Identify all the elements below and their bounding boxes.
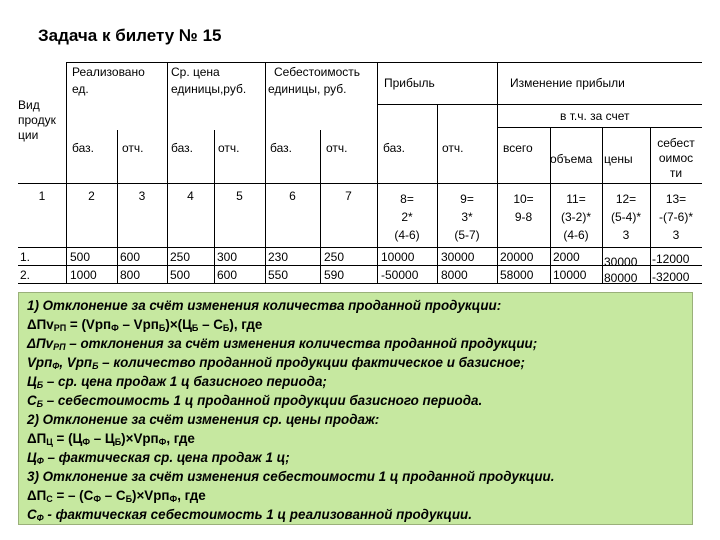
header-profit: Прибыль <box>384 76 435 90</box>
note-line: 1) Отклонение за счёт изменения количества проданной продукции: <box>27 298 502 313</box>
note-line: Vрп$_Ф$, Vрп$_Б$ – количество проданной продукции фактическое и базисное; <box>27 355 525 371</box>
header-prices: цены <box>604 152 633 166</box>
header-base: баз. <box>270 141 292 155</box>
note-line: $Ц_Ф$ – фактическая ср. цена продаж 1 ц; <box>27 450 290 466</box>
note-line: $\Delta П_Ц = (Ц_Ф - Ц_Б)\times Vрп_Ф$, где <box>27 431 195 447</box>
header-report: отч. <box>218 141 240 155</box>
note-line: $С_Ф$ - фактическая себестоимость 1 ц реализованной продукции. <box>27 507 472 523</box>
note-line: $С_Б$ – себестоимость 1 ц проданной продукции базисного периода. <box>27 393 483 409</box>
header-base: баз. <box>383 141 405 155</box>
header-avg-price: Ср. цена единицы,руб. <box>171 65 247 96</box>
header-profit-change: Изменение прибыли <box>510 76 625 90</box>
header-volume: объема <box>550 152 593 166</box>
header-including: в т.ч. за счет <box>560 109 630 123</box>
formula-notes-box <box>18 292 693 525</box>
header-base: баз. <box>72 141 94 155</box>
header-total: всего <box>503 141 533 155</box>
note-line: $\Delta П_С$ = – $(С_Ф - С_Б)\times Vрп_Ф$, где <box>27 488 206 504</box>
header-selfcost: себест оимос ти <box>657 136 695 180</box>
header-report: отч. <box>122 141 144 155</box>
header-report: отч. <box>442 141 464 155</box>
note-line: $\Delta Пv_{РП} = (Vрп_Ф - Vрп_Б)\times(Ц_Б - С_Б)$, где <box>27 317 263 333</box>
header-realized: Реализовано ед. <box>72 65 145 96</box>
header-cost: Себестоимость единицы, руб. <box>268 65 361 96</box>
header-report: отч. <box>326 141 348 155</box>
note-line: $Ц_Б$ – ср. цена продаж 1 ц базисного периода; <box>27 374 327 390</box>
header-product-type: Вид продук ции <box>18 98 56 142</box>
header-base: баз. <box>171 141 193 155</box>
page-title: Задача к билету № 15 <box>38 26 222 45</box>
note-line: 3) Отклонение за счёт изменения себестоимости 1 ц проданной продукции. <box>27 469 555 484</box>
note-line: 2) Отклонение за счёт изменения ср. цены продаж: <box>27 412 380 427</box>
note-line: ΔПv$_{РП}$ – отклонения за счёт изменения количества проданной продукции; <box>27 336 538 352</box>
